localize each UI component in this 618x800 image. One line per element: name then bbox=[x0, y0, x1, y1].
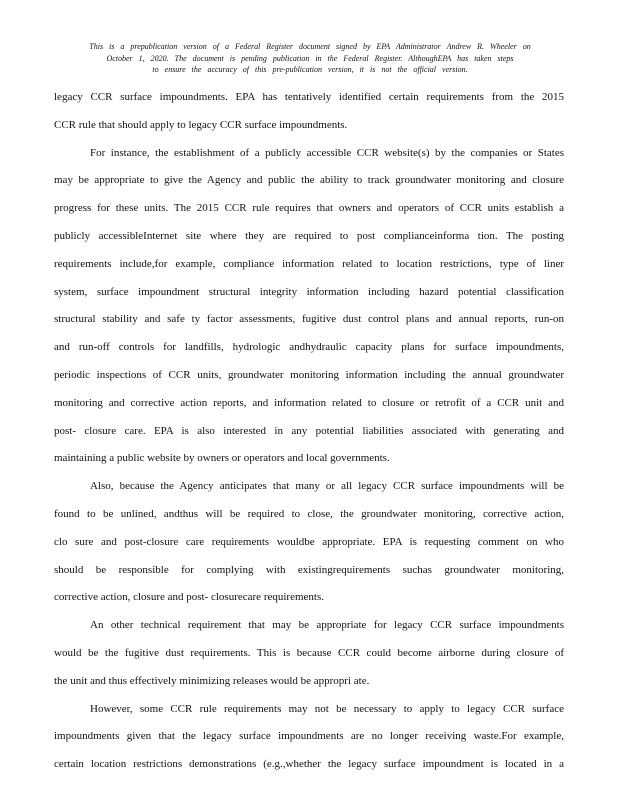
text-line: certain location restrictions demonstrations (e.g.,whether the legacy surface impoundment is located in a bbox=[54, 758, 564, 771]
text-line: CCR rule that should apply to legacy CCR surface impoundments. bbox=[54, 118, 348, 131]
disclaimer-line: October 1, 2020. The document is pending publication in the Federal Register. AlthoughEPA has taken steps bbox=[106, 53, 514, 63]
text-line: structural stability and safe ty factor assessments, fugitive dust control plans and annual reports, run-on bbox=[54, 313, 564, 326]
text-line: periodic inspections of CCR units, groundwater monitoring information including the annual groundwater bbox=[54, 368, 564, 381]
paragraph-first-line: However, some CCR rule requirements may not be necessary to apply to legacy CCR surface bbox=[90, 702, 564, 715]
text-line: requirements include,for example, compliance information related to location restrictions, type of liner bbox=[54, 257, 564, 270]
text-line: monitoring and corrective action reports, and information related to closure or retrofit of a CCR unit and bbox=[54, 396, 564, 409]
text-line: and run-off controls for landfills, hydrologic andhydraulic capacity plans for surface impoundments, bbox=[54, 341, 564, 354]
text-line: post- closure care. EPA is also interested in any potential liabilities associated with generating and bbox=[54, 424, 564, 437]
text-line: found to be unlined, andthus will be required to close, the groundwater monitoring, corrective action, bbox=[54, 507, 564, 520]
paragraph-first-line: An other technical requirement that may be appropriate for legacy CCR surface impoundments bbox=[90, 619, 564, 632]
text-line: would be the fugitive dust requirements. This is because CCR could become airborne during closure of bbox=[54, 646, 564, 659]
document-body bbox=[54, 86, 564, 781]
paragraph-first-line: For instance, the establishment of a publicly accessible CCR website(s) by the companies or States bbox=[90, 146, 564, 159]
disclaimer-line: This is a prepublication version of a Federal Register document signed by EPA Administrator Andrew R. Wheeler on bbox=[89, 42, 531, 51]
text-line: corrective action, closure and post- closurecare requirements. bbox=[54, 591, 324, 604]
text-line: should be responsible for complying with existingrequirements suchas groundwater monitoring, bbox=[54, 563, 564, 576]
text-line: system, surface impoundment structural integrity information including hazard potential classification bbox=[54, 285, 564, 298]
text-line: progress for these units. The 2015 CCR rule requires that owners and operators of CCR units establish a bbox=[54, 202, 564, 215]
text-line: maintaining a public website by owners or operators and local governments. bbox=[54, 452, 390, 465]
paragraph-first-line: Also, because the Agency anticipates that many or all legacy CCR surface impoundments will be bbox=[90, 480, 564, 493]
text-line: may be appropriate to give the Agency and public the ability to track groundwater monitoring and closure bbox=[54, 174, 564, 187]
prepublication-disclaimer bbox=[40, 41, 580, 76]
disclaimer-line: to ensure the accuracy of this pre-publication version, it is not the official version. bbox=[152, 65, 468, 74]
text-line: clo sure and post-closure care requirements wouldbe appropriate. EPA is requesting comment on who bbox=[54, 535, 564, 548]
text-line: impoundments given that the legacy surface impoundments are no longer receiving waste.For example, bbox=[54, 730, 564, 743]
text-line: legacy CCR surface impoundments. EPA has tentatively identified certain requirements from the 2015 bbox=[54, 91, 564, 103]
text-line: the unit and thus effectively minimizing releases would be appropri ate. bbox=[54, 674, 370, 687]
text-line: publicly accessibleInternet site where they are required to post complianceinforma tion. The posting bbox=[54, 229, 564, 242]
